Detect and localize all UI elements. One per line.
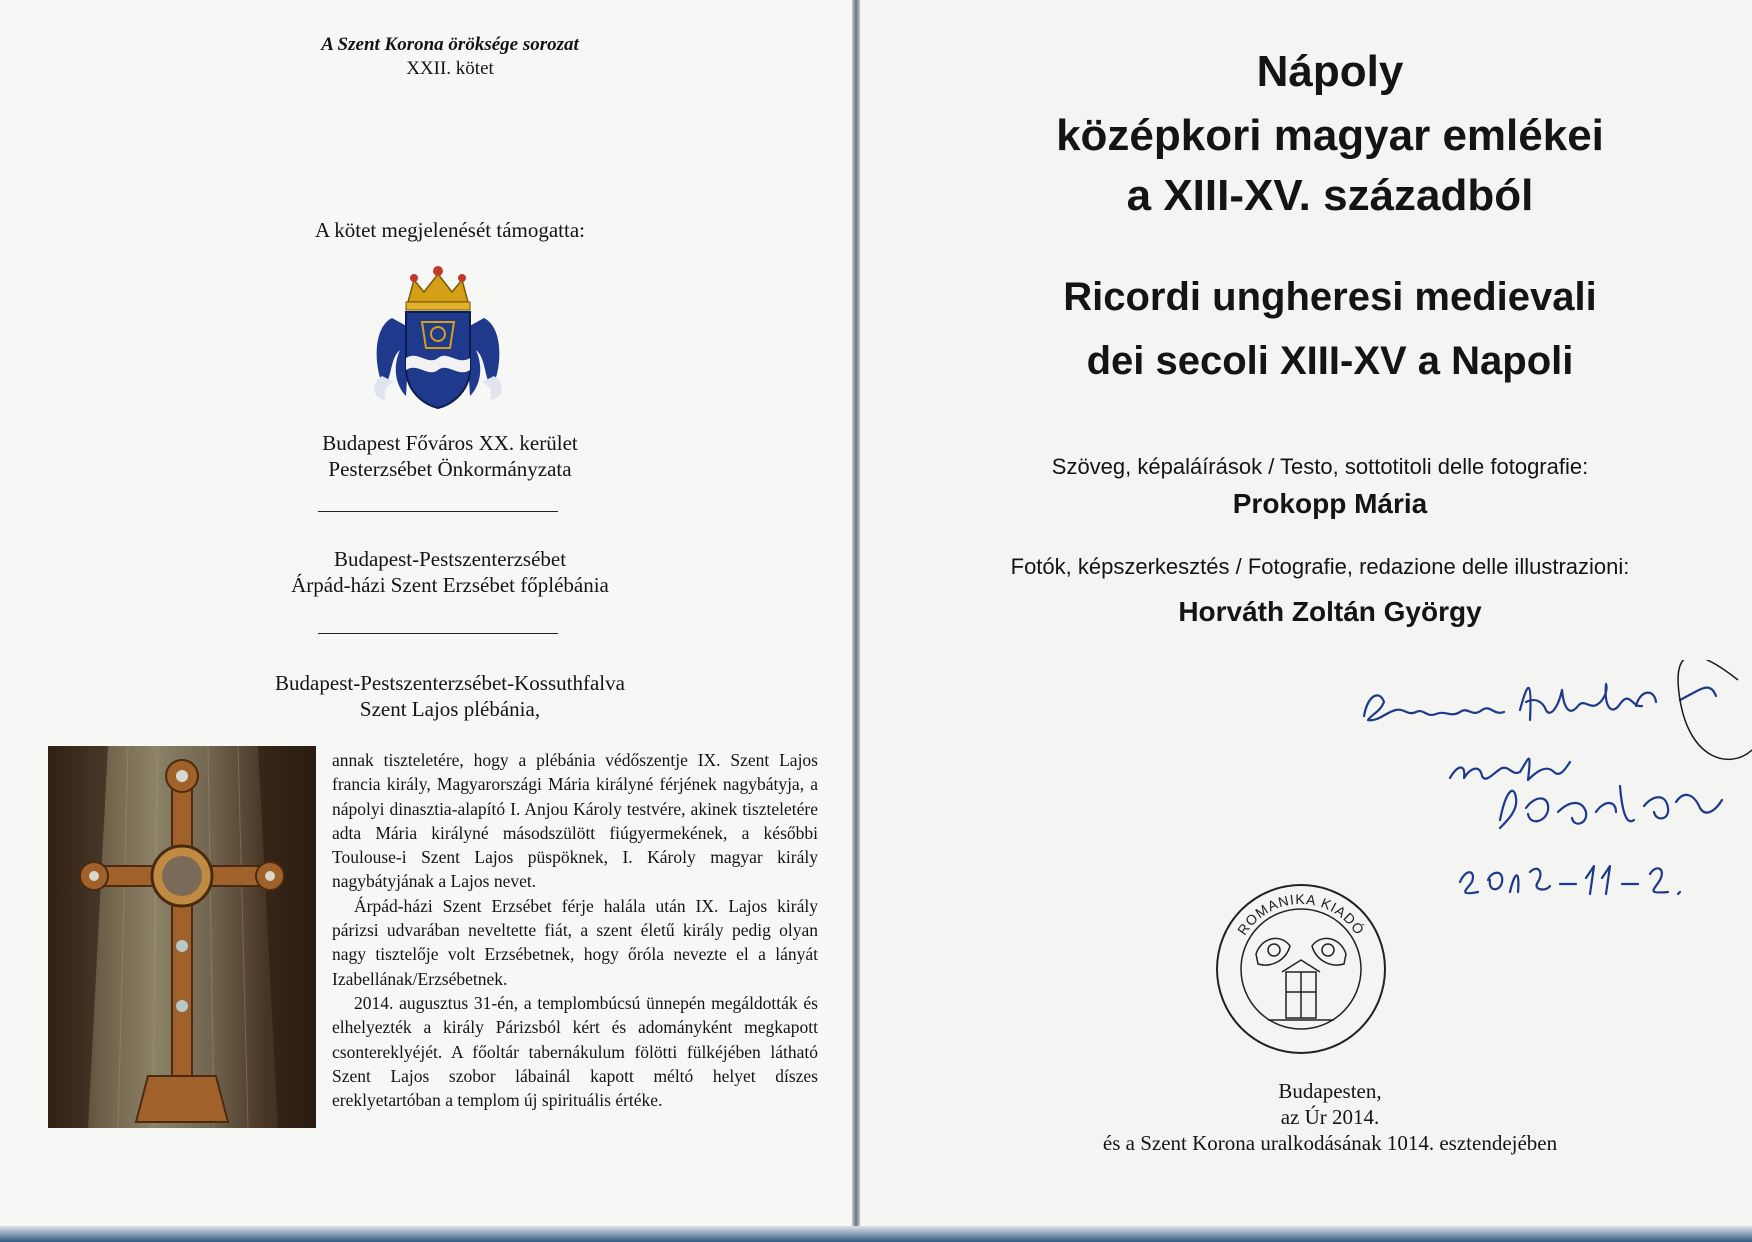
coat-of-arms-icon bbox=[362, 258, 514, 410]
support-heading: A kötet megjelenését támogatta: bbox=[315, 218, 585, 242]
institution-2-line2: Árpád-házi Szent Erzsébet főplébánia bbox=[291, 573, 609, 597]
author-name: Prokopp Mária bbox=[1232, 488, 1428, 519]
institution-3-line2: Szent Lajos plébánia, bbox=[359, 697, 541, 721]
institution-1-line1: Budapest Főváros XX. kerület bbox=[322, 431, 578, 455]
institution-3-line1: Budapest-Pestszenterzsébet-Kossuthfalva bbox=[275, 671, 625, 695]
handwritten-signature bbox=[1350, 660, 1752, 920]
volume-number: XXII. kötet bbox=[406, 58, 494, 79]
place-line-3: és a Szent Korona uralkodásának 1014. esztendejében bbox=[1102, 1131, 1558, 1155]
dedication-text bbox=[332, 748, 818, 1112]
photo-credit-label: Fotók, képszerkesztés / Fotografie, redazione delle illustrazioni: bbox=[1010, 554, 1630, 579]
stamp-text: ROMANIKA KIADÓ bbox=[1233, 890, 1368, 938]
subtitle-line-1: Ricordi ungheresi medievali bbox=[1063, 275, 1597, 319]
paragraph-1: annak tiszteletére, hogy a plébánia védőszentje IX. Szent Lajos francia király, Magyarországi Mária királyné férjének nagybátyja, a nápolyi dinasztia-alapító I. Anjou Károly testvére, akinek tiszteletére adta Mária királyné másodszülött fiúgyermekének, a későbbi Toulouse-i Szent Lajos püspöknek, I. Károly magyar király nagybátyjának a Lajos nevet. bbox=[332, 750, 818, 892]
title-line-1: Nápoly bbox=[1256, 47, 1404, 96]
divider-line bbox=[318, 511, 558, 512]
book-gutter bbox=[852, 0, 860, 1242]
divider-line bbox=[318, 633, 558, 634]
text-credit-label: Szöveg, képaláírások / Testo, sottotitoli delle fotografie: bbox=[1051, 454, 1589, 479]
institution-1-line2: Pesterzsébet Önkormányzata bbox=[328, 457, 572, 481]
photographer-name: Horváth Zoltán György bbox=[1178, 596, 1482, 627]
paragraph-2: Árpád-házi Szent Erzsébet férje halála után IX. Lajos király párizsi udvarában neveltette fiát, a szent életű király pedig olyan nagy tisztelője volt Erzsébetnek, hogy őróla nevezte el a lányát Izabellának/Erzsébetnek. bbox=[332, 895, 818, 989]
paragraph-3: 2014. augusztus 31-én, a templombúcsú ünnepén megáldották és elhelyezték a király Párizsból kért és adományként megkapott csontereklyéjét. A főoltár tabernákulum fölötti fülkéjében látható Szent Lajos szobor lábainál kapott méltó helyet díszes ereklyetartóban a templom új spirituális értéke. bbox=[332, 992, 818, 1111]
reliquary-photo bbox=[48, 746, 316, 1128]
place-line-2: az Úr 2014. bbox=[1280, 1105, 1380, 1129]
subtitle-line-2: dei secoli XIII-XV a Napoli bbox=[1086, 339, 1574, 383]
title-line-3: a XIII-XV. századból bbox=[1126, 171, 1534, 220]
institution-2-line1: Budapest-Pestszenterzsébet bbox=[333, 547, 567, 571]
romanika-kiado-stamp bbox=[1212, 880, 1390, 1058]
title-line-2: középkori magyar emlékei bbox=[1056, 111, 1604, 160]
scan-bottom-edge bbox=[0, 1226, 1752, 1242]
series-title: A Szent Korona öröksége sorozat bbox=[321, 34, 579, 55]
place-line-1: Budapesten, bbox=[1278, 1079, 1382, 1103]
